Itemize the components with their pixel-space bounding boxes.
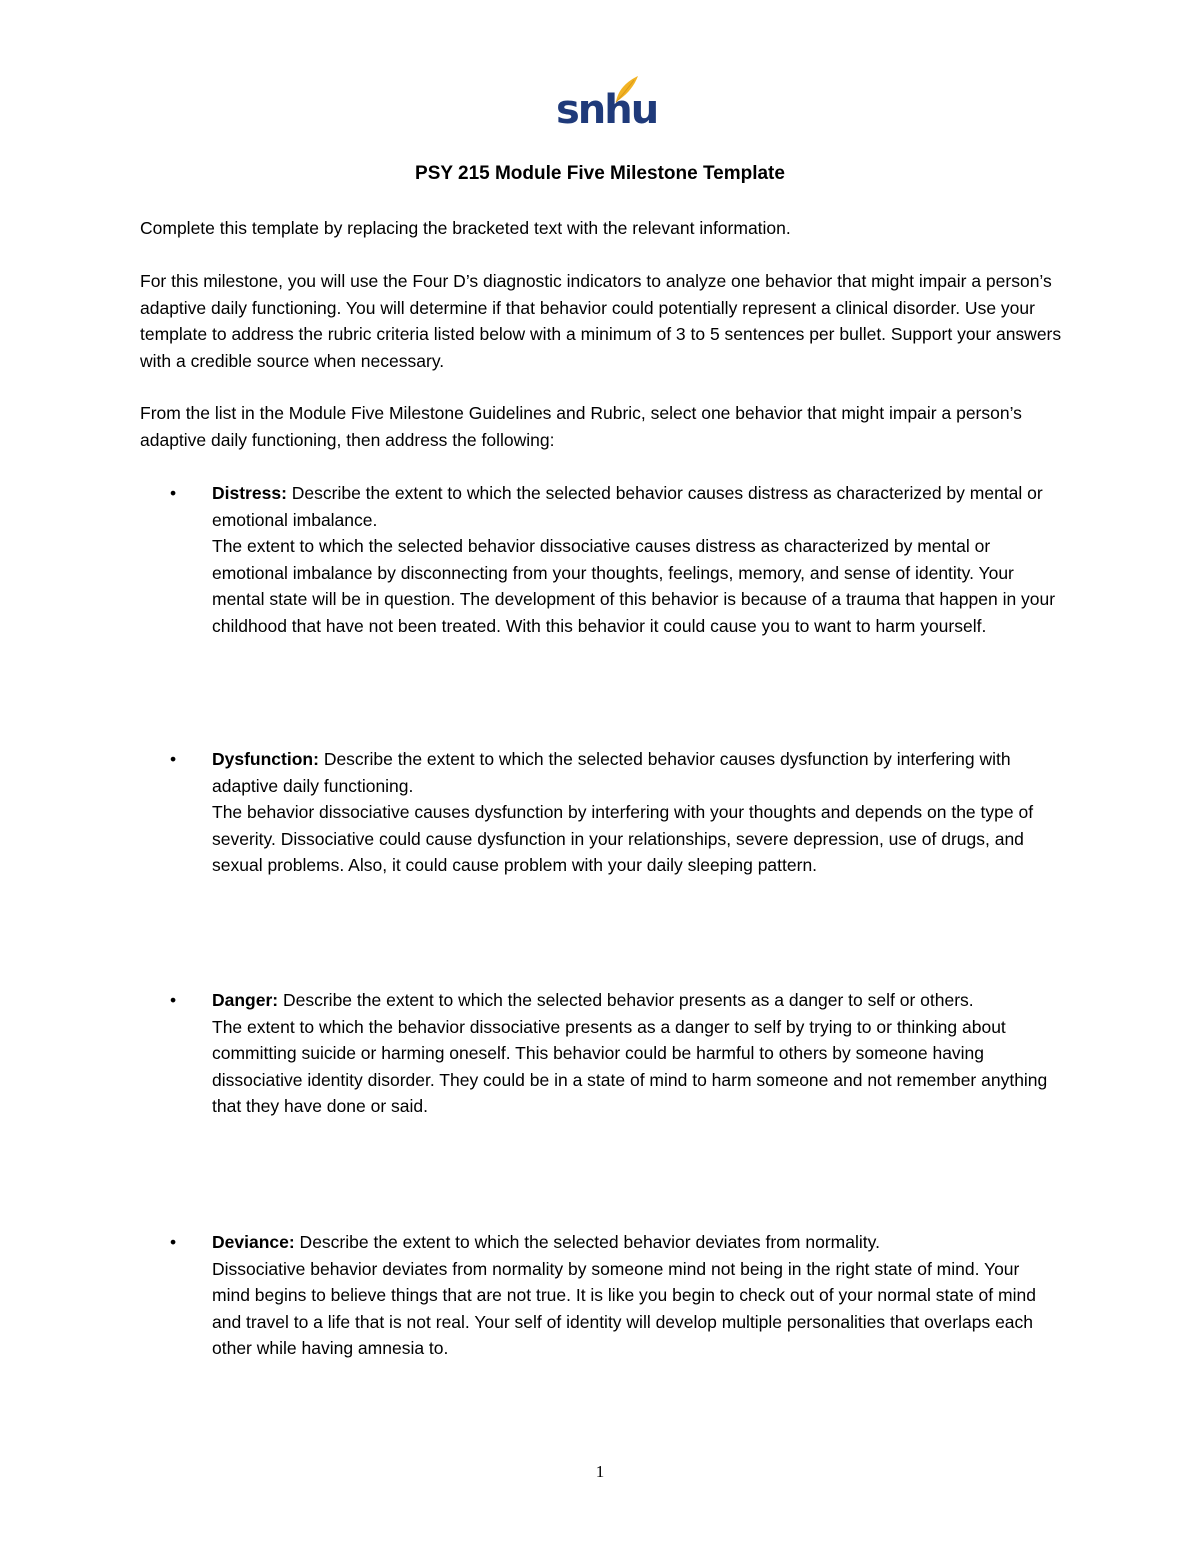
bullet-icon: •: [170, 1232, 177, 1252]
term-prompt: Describe the extent to which the selected behavior deviates from normality.: [294, 1232, 880, 1252]
bullet-icon: •: [170, 483, 177, 503]
page-number: 1: [595, 1462, 605, 1481]
term-label: Dysfunction:: [212, 749, 319, 769]
leaf-icon: [612, 74, 640, 104]
intro-selection-instructions: From the list in the Module Five Milestone Guidelines and Rubric, select one behavior that might impair a person’s adaptive daily functioning, then address the following:: [140, 403, 1022, 450]
term-label: Danger:: [212, 990, 279, 1010]
bullet-content: [212, 746, 1062, 879]
bullet-icon: •: [170, 990, 177, 1010]
bullet-content: [212, 480, 1062, 639]
term-answer: The extent to which the selected behavior dissociative causes distress as characterized by mental or emotional imbalance by disconnecting from your thoughts, feelings, memory, and sense of identity. Your mental state will be in question. The development of this behavior is because of a trauma that happen in your childhood that have not been treated. With this behavior it could cause you to want to harm yourself.: [212, 536, 1056, 636]
intro-instructions: Complete this template by replacing the bracketed text with the relevant information.: [140, 218, 791, 238]
logo-wordmark: snhu: [556, 87, 658, 133]
term-prompt: Describe the extent to which the selected behavior causes distress as characterized by mental or emotional imbalance.: [212, 483, 1043, 530]
bullet-content: [212, 1229, 1062, 1362]
snhu-logo: [556, 74, 658, 134]
document-title: PSY 215 Module Five Milestone Template: [415, 163, 785, 184]
term-label: Distress:: [212, 483, 287, 503]
term-answer: Dissociative behavior deviates from normality by someone mind not being in the right state of mind. Your mind begins to believe things that are not true. It is like you begin to check out of your normal state of mind and travel to a life that is not real. Your self of identity will develop multiple personalities that overlaps each other while having amnesia to.: [212, 1258, 1036, 1358]
term-answer: The behavior dissociative causes dysfunction by interfering with your thoughts and depends on the type of severity. Dissociative could cause dysfunction in your relationships, severe depression, use of drugs, and sexual problems. Also, it could cause problem with your daily sleeping pattern.: [212, 802, 1034, 875]
intro-milestone-description: For this milestone, you will use the Four D’s diagnostic indicators to analyze one behavior that might impair a person’s adaptive daily functioning. You will determine if that behavior could potentially represent a clinical disorder. Use your template to address the rubric criteria listed below with a minimum of 3 to 5 sentences per bullet. Support your answers with a credible source when necessary.: [140, 271, 1062, 371]
bullet-content: [212, 987, 1062, 1120]
term-label: Deviance:: [212, 1232, 295, 1252]
term-answer: The extent to which the behavior dissociative presents as a danger to self by trying to or thinking about committing suicide or harming oneself. This behavior could be harmful to others by someone having dissociative identity disorder. They could be in a state of mind to harm someone and not remember anything that they have done or said.: [212, 1016, 1048, 1116]
term-prompt: Describe the extent to which the selected behavior causes dysfunction by interfering with adaptive daily functioning.: [212, 749, 1011, 796]
term-prompt: Describe the extent to which the selected behavior presents as a danger to self or others.: [278, 990, 974, 1010]
bullet-icon: •: [170, 749, 177, 769]
